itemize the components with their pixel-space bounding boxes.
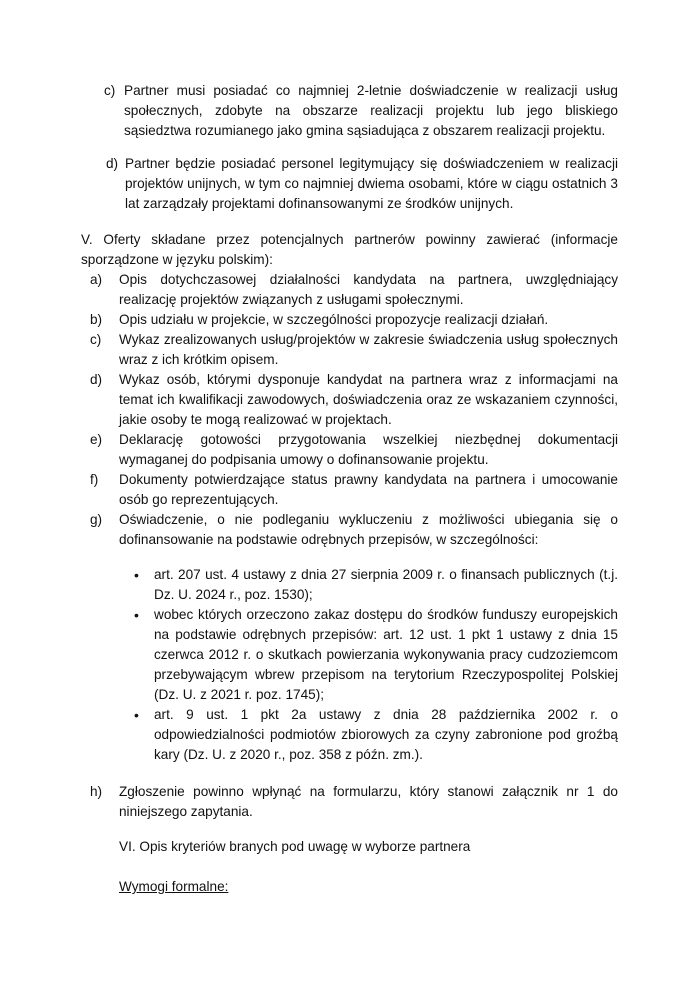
list-item-a <box>90 270 618 310</box>
item-text: Partner będzie posiadać personel legitymujący się doświadczeniem w realizacji projektów unijnych, w tym co najmniej dwiema osobami, które w ciągu ostatnich 3 lat zarządzały projektami dofinansowanymi ze środków unijnych. <box>125 156 618 211</box>
item-text: Deklarację gotowości przygotowania wszelkiej niezbędnej dokumentacji wymaganej do podpisania umowy o dofinansowanie projektu. <box>119 432 618 467</box>
item-text: Opis dotychczasowej działalności kandydata na partnera, uwzględniający realizację projektów związanych z usługami społecznymi. <box>119 272 618 307</box>
item-text: Wykaz zrealizowanych usług/projektów w zakresie świadczenia usług społecznych wraz z ich krótkim opisem. <box>119 332 618 367</box>
bullet-icon: • <box>134 707 139 723</box>
list-item-e <box>90 430 618 470</box>
item-label: b) <box>90 312 103 327</box>
list-item-f <box>90 470 618 510</box>
item-label: c) <box>90 332 102 347</box>
item-text: Partner musi posiadać co najmniej 2-letnie doświadczenie w realizacji usług społecznych, zdobyte na obszarze realizacji projektu lub jego bliskiego sąsiedztwa rozumianego jako gmina sąsiadująca z obszarem realizacji projektu. <box>124 83 618 138</box>
list-item-c <box>90 330 618 370</box>
item-label: d) <box>106 156 119 171</box>
item-label: g) <box>90 512 103 527</box>
formal-requirements-heading: Wymogi formalne: <box>119 879 229 894</box>
item-label: h) <box>90 784 103 799</box>
list-item-d <box>90 370 618 430</box>
item-label: c) <box>104 83 116 98</box>
bullet-item <box>134 565 618 605</box>
item-text: Zgłoszenie powinno wpłynąć na formularzu, który stanowi załącznik nr 1 do niniejszego zapytania. <box>119 784 618 819</box>
bullet-text: art. 9 ust. 1 pkt 2a ustawy z dnia 28 października 2002 r. o odpowiedzialności podmiotów zbiorowych za czyny zabronione pod groźbą kary (Dz. U. z 2020 r., poz. 358 z późn. zm.). <box>154 707 618 762</box>
item-label: a) <box>90 272 103 287</box>
list-item-g <box>90 510 618 550</box>
list-item-c-top <box>104 81 618 141</box>
item-text: Wykaz osób, którymi dysponuje kandydat na partnera wraz z informacjami na temat ich kwalifikacji zawodowych, doświadczenia oraz ze wskazaniem czynności, jakie osoby te mogą realizować w projektach. <box>119 372 618 427</box>
item-label: e) <box>90 432 103 447</box>
bullet-item <box>134 605 618 705</box>
bullet-text: wobec których orzeczono zakaz dostępu do środków funduszy europejskich na podstawie odrębnych przepisów: art. 12 ust. 1 pkt 1 ustawy z dnia 15 czerwca 2012 r. o skutkach powierzania wykonywania pracy cudzoziemcom przebywającym wbrew przepisom na terytorium Rzeczypospolitej Polskiej (Dz. U. z 2021 r. poz. 1745); <box>154 607 618 702</box>
bullet-icon: • <box>134 567 139 583</box>
list-item-h <box>90 782 618 822</box>
list-item-d-top <box>106 154 618 214</box>
item-label: f) <box>90 472 99 487</box>
exclusion-bullet-list <box>134 565 618 765</box>
item-text: Oświadczenie, o nie podleganiu wykluczeniu z możliwości ubiegania się o dofinansowanie na podstawie odrębnych przepisów, w szczególności: <box>119 512 618 547</box>
item-text: Dokumenty potwierdzające status prawny kandydata na partnera i umocowanie osób go reprezentujących. <box>119 472 618 507</box>
list-item-b <box>90 310 618 330</box>
bullet-text: art. 207 ust. 4 ustawy z dnia 27 sierpnia 2009 r. o finansach publicznych (t.j. Dz. U. 2024 r., poz. 1530); <box>154 567 618 602</box>
section-vi-heading: VI. Opis kryteriów branych pod uwagę w wyborze partnera <box>119 839 471 854</box>
bullet-item <box>134 705 618 765</box>
item-text: Opis udziału w projekcie, w szczególności propozycje realizacji działań. <box>119 312 549 327</box>
item-label: d) <box>90 372 103 387</box>
section-v-heading: V. Oferty składane przez potencjalnych partnerów powinny zawierać (informacje sporządzone w języku polskim): <box>81 232 618 267</box>
bullet-icon: • <box>134 607 139 623</box>
